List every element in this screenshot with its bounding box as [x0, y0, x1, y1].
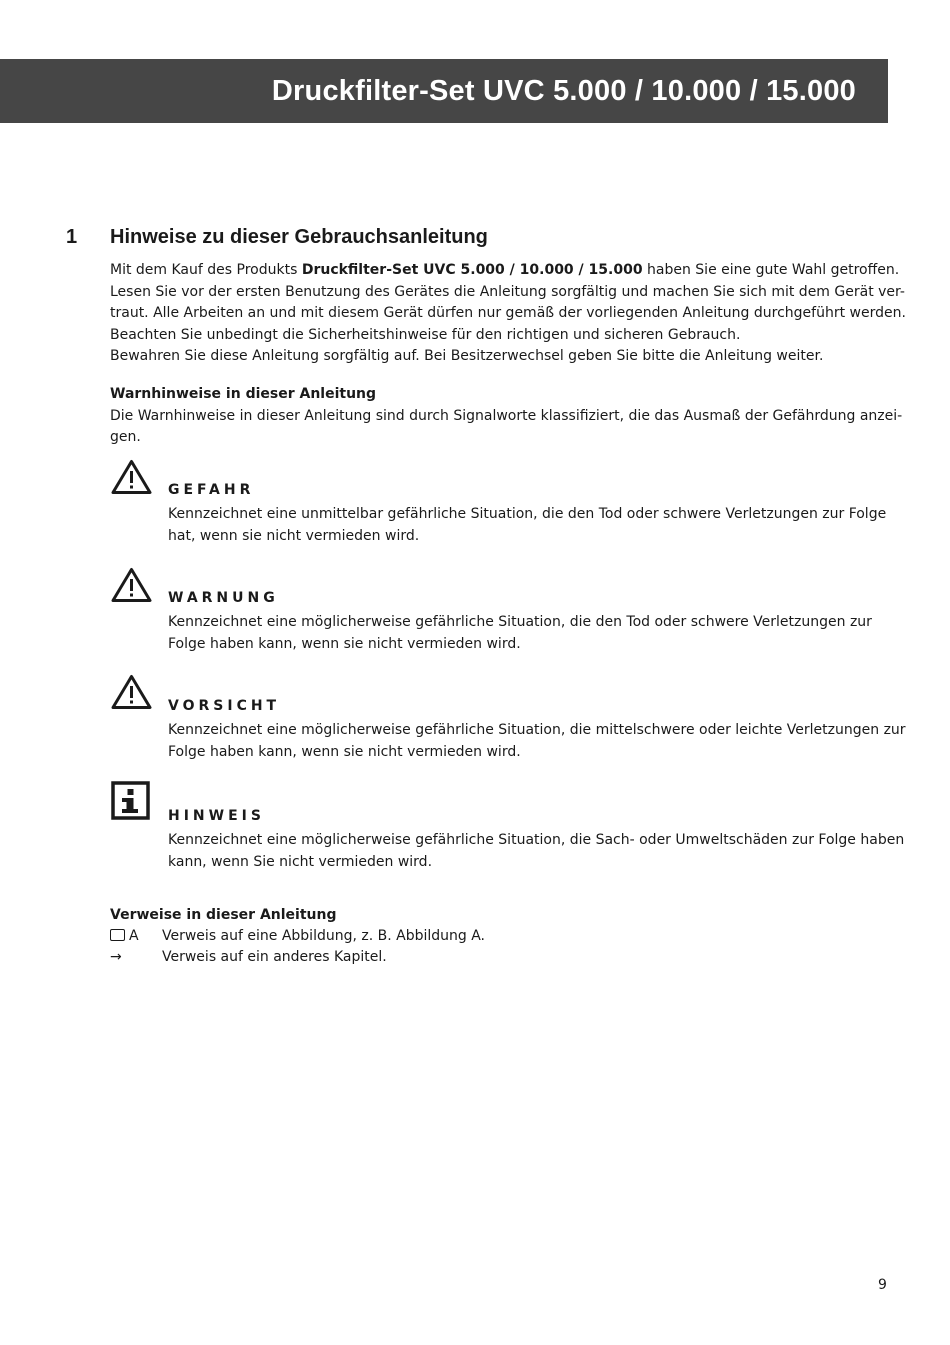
warnings-section-intro [110, 384, 903, 449]
page-number: 9 [878, 1277, 887, 1293]
info-icon [111, 781, 151, 821]
intro-text: haben Sie eine gute Wahl getroffen. [642, 262, 900, 278]
page-title: Druckfilter-Set UVC 5.000 / 10.000 / 15.000 [271, 75, 856, 107]
signal-word-vorsicht: VORSICHT [168, 698, 281, 714]
reference-row-figure [110, 926, 610, 947]
signal-word-warnung: WARNUNG [168, 590, 279, 606]
intro-paragraph [110, 260, 906, 368]
signal-description-warnung [168, 612, 890, 655]
intro-line-2: Lesen Sie vor der ersten Benutzung des Gerätes die Anleitung sorgfältig und machen Sie sich mit dem Gerät ver- [110, 283, 905, 300]
warning-triangle-icon [111, 567, 152, 603]
signal-description-vorsicht [168, 720, 906, 763]
figure-letter: A [129, 928, 139, 944]
figure-box-icon [110, 929, 125, 941]
warnings-intro-line-1: Die Warnhinweise in dieser Anleitung sind durch Signalworte klassifiziert, die das Ausmaß der Gefährdung anzei- [110, 407, 903, 424]
signal-line: Kennzeichnet eine möglicherweise gefährliche Situation, die den Tod oder schwere Verletzungen zur [168, 614, 872, 630]
signal-description-gefahr [168, 504, 890, 547]
intro-line-4: Beachten Sie unbedingt die Sicherheitshinweise für den richtigen und sicheren Gebrauch. [110, 326, 741, 343]
intro-line-1 [110, 260, 900, 282]
reference-text: Verweis auf ein anderes Kapitel. [162, 949, 387, 965]
reference-row-chapter [110, 947, 610, 968]
signal-line: Kennzeichnet eine möglicherweise gefährliche Situation, die mittelschwere oder leichte Verletzungen zur [168, 722, 906, 738]
signal-line: Kennzeichnet eine möglicherweise gefährliche Situation, die Sach- oder Umweltschäden zur Folge haben [168, 832, 905, 848]
arrow-right-icon: → [110, 949, 122, 965]
signal-line: kann, wenn Sie nicht vermieden wird. [168, 853, 433, 870]
signal-line: Folge haben kann, wenn sie nicht vermieden wird. [168, 743, 521, 760]
signal-line: hat, wenn sie nicht vermieden wird. [168, 527, 420, 544]
intro-line-3: traut. Alle Arbeiten an und mit diesem Gerät dürfen nur gemäß der vorliegenden Anleitung durchgeführt werden. [110, 305, 906, 321]
intro-text: Mit dem Kauf des Produkts [110, 262, 302, 278]
section-title: Hinweise zu dieser Gebrauchsanleitung [110, 226, 488, 248]
header-bar [0, 59, 888, 123]
reference-text: Verweis auf eine Abbildung, z. B. Abbildung A. [162, 928, 486, 944]
section-number: 1 [66, 226, 78, 248]
figure-reference-marker [110, 926, 160, 947]
intro-line-5: Bewahren Sie diese Anleitung sorgfältig auf. Bei Besitzerwechsel geben Sie bitte die Anleitung weiter. [110, 348, 824, 364]
signal-description-hinweis [168, 830, 905, 873]
signal-word-gefahr: GEFAHR [168, 482, 255, 498]
warnings-intro-line-2: gen. [110, 429, 141, 445]
warning-triangle-icon [111, 674, 152, 710]
warning-triangle-icon [111, 459, 152, 495]
signal-line: Folge haben kann, wenn sie nicht vermieden wird. [168, 635, 521, 652]
warnings-heading: Warnhinweise in dieser Anleitung [110, 386, 377, 402]
product-name: Druckfilter-Set UVC 5.000 / 10.000 / 15.000 [301, 262, 643, 278]
references-heading: Verweise in dieser Anleitung [110, 907, 337, 923]
signal-line: Kennzeichnet eine unmittelbar gefährliche Situation, die den Tod oder schwere Verletzungen zur Folge [168, 506, 887, 522]
signal-word-hinweis: HINWEIS [168, 808, 265, 824]
